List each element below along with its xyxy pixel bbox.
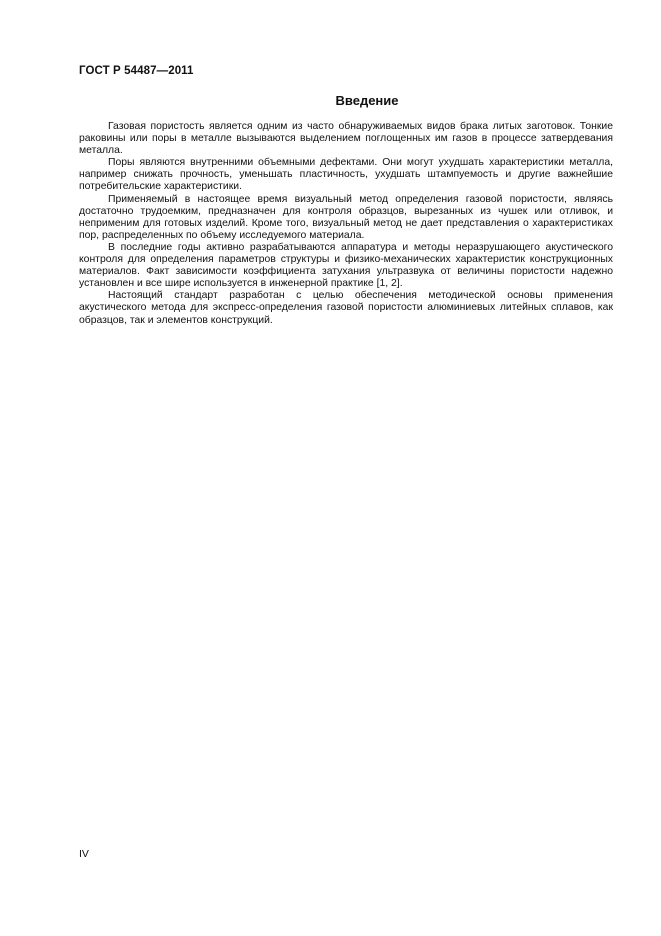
paragraph: Поры являются внутренними объемными дефектами. Они могут ухудшать характеристики металла, например снижать прочность, уменьшать пластичность, ухудшать штампуемость и другие важнейшие потребительские характеристики.	[79, 157, 613, 193]
paragraph: Настоящий стандарт разработан с целью обеспечения методической основы применения акустического метода для экспресс-определения газовой пористости алюминиевых литейных сплавов, как образцов, так и элементов конструкций.	[79, 290, 613, 326]
paragraph: Газовая пористость является одним из часто обнаруживаемых видов брака литых заготовок. Тонкие раковины или поры в металле вызываются выделением поглощенных им газов в процессе затвердевания металла.	[79, 121, 613, 157]
page-number: IV	[79, 848, 89, 860]
paragraph: В последние годы активно разрабатываются аппаратура и методы неразрушающего акустического контроля для определения параметров структуры и физико-механических характеристик конструкционных материалов. Факт зависимости коэффициента затухания ультразвука от величины пористости надежно установлен и все шире используется в инженерной практике [1, 2].	[79, 241, 613, 290]
standard-header: ГОСТ Р 54487—2011	[79, 65, 194, 77]
paragraph: Применяемый в настоящее время визуальный метод определения газовой пористости, являясь достаточно трудоемким, предназначен для контроля образцов, вырезанных из чушек или отливок, и неприменим для готовых изделий. Кроме того, визуальный метод не дает представления о характеристиках пор, распределенных по объему исследуемого материала.	[79, 193, 613, 241]
section-title: Введение	[335, 93, 399, 108]
introduction-body	[79, 121, 613, 327]
